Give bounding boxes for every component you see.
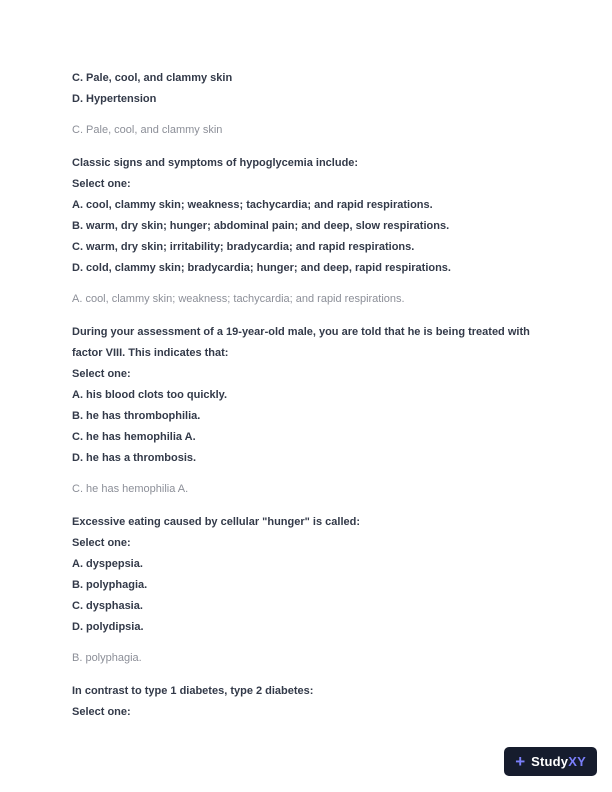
question-text: In contrast to type 1 diabetes, type 2 diabetes: (72, 685, 314, 697)
answer-option: B. he has thrombophilia. (72, 410, 201, 422)
answer-option: C. warm, dry skin; irritability; bradycardia; and rapid respirations. (72, 241, 415, 253)
answer-option: D. polydipsia. (72, 621, 144, 633)
question-text: Excessive eating caused by cellular "hunger" is called: (72, 516, 360, 528)
plus-icon: + (515, 751, 526, 771)
question-block (72, 681, 540, 723)
answer-option: B. polyphagia. (72, 579, 148, 591)
answer-option: C. dysphasia. (72, 600, 143, 612)
answer-option: D. cold, clammy skin; bradycardia; hunger; and deep, rapid respirations. (72, 262, 451, 274)
brand-name-main: Study (531, 754, 569, 769)
answer-option: A. dyspepsia. (72, 558, 143, 570)
correct-answer: C. he has hemophilia A. (72, 483, 189, 495)
question-block-carryover (72, 68, 540, 141)
answer-option: C. Pale, cool, and clammy skin (72, 72, 233, 84)
answer-option: D. Hypertension (72, 93, 157, 105)
select-one-label: Select one: (72, 706, 131, 718)
question-text: Classic signs and symptoms of hypoglycemia include: (72, 157, 359, 169)
answer-option: A. cool, clammy skin; weakness; tachycardia; and rapid respirations. (72, 199, 433, 211)
correct-answer: B. polyphagia. (72, 652, 142, 664)
answer-option: C. he has hemophilia A. (72, 431, 196, 443)
question-text: During your assessment of a 19-year-old male, you are told that he is being treated with factor VIII. This indicates that: (72, 326, 530, 359)
select-one-label: Select one: (72, 368, 131, 380)
correct-answer: A. cool, clammy skin; weakness; tachycardia; and rapid respirations. (72, 293, 405, 305)
brand-name (531, 754, 586, 769)
question-block (72, 153, 540, 310)
brand-name-accent: XY (568, 754, 586, 769)
quiz-content (72, 68, 540, 723)
answer-option: B. warm, dry skin; hunger; abdominal pain; and deep, slow respirations. (72, 220, 450, 232)
select-one-label: Select one: (72, 537, 131, 549)
answer-option: A. his blood clots too quickly. (72, 389, 228, 401)
answer-option: D. he has a thrombosis. (72, 452, 197, 464)
studyxy-logo-badge (504, 747, 597, 776)
question-block (72, 322, 540, 500)
correct-answer: C. Pale, cool, and clammy skin (72, 124, 223, 136)
select-one-label: Select one: (72, 178, 131, 190)
question-block (72, 512, 540, 669)
